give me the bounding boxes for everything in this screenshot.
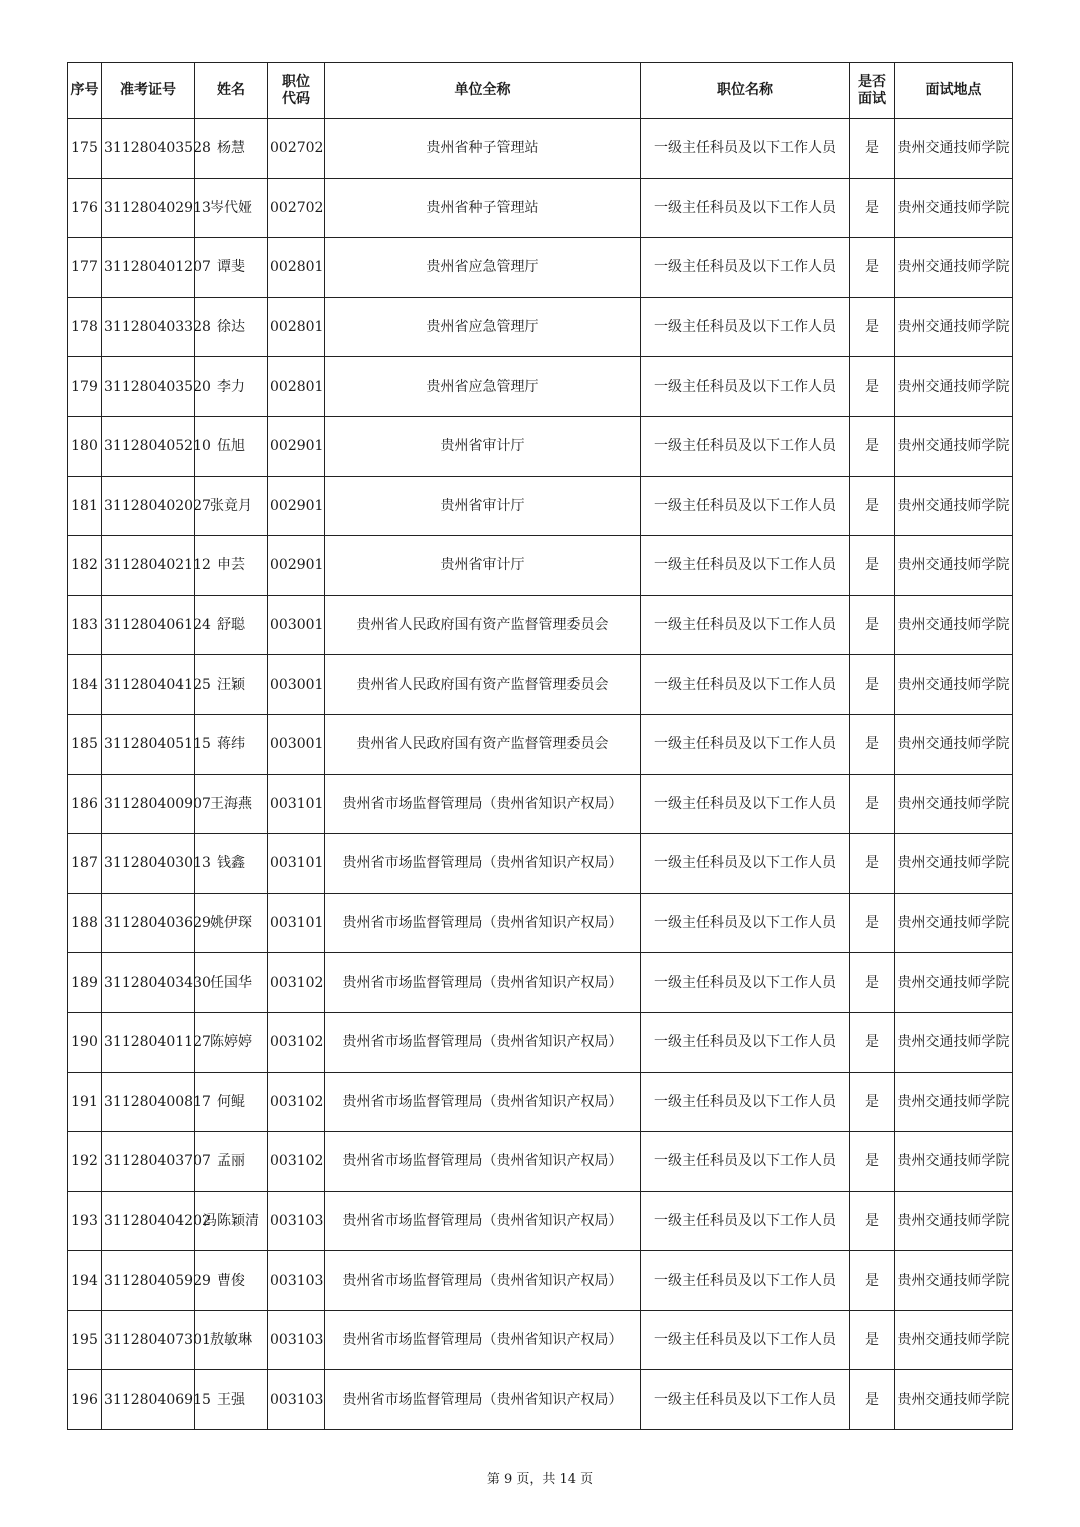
cell-code: 003103 bbox=[268, 1310, 325, 1370]
cell-unit: 贵州省应急管理厅 bbox=[325, 297, 641, 357]
cell-ticket: 311280404125 bbox=[102, 655, 195, 715]
cell-name: 曹俊 bbox=[195, 1251, 268, 1311]
table-row bbox=[68, 536, 1013, 596]
cell-unit: 贵州省市场监督管理局（贵州省知识产权局） bbox=[325, 1012, 641, 1072]
cell-post: 一级主任科员及以下工作人员 bbox=[641, 893, 850, 953]
cell-interview: 是 bbox=[850, 536, 895, 596]
table-row bbox=[68, 1310, 1013, 1370]
cell-seq: 175 bbox=[68, 119, 102, 179]
cell-place: 贵州交通技师学院 bbox=[895, 714, 1013, 774]
cell-place: 贵州交通技师学院 bbox=[895, 1251, 1013, 1311]
cell-place: 贵州交通技师学院 bbox=[895, 238, 1013, 298]
cell-name: 敖敏琳 bbox=[195, 1310, 268, 1370]
cell-code: 002801 bbox=[268, 357, 325, 417]
cell-unit: 贵州省应急管理厅 bbox=[325, 238, 641, 298]
cell-interview: 是 bbox=[850, 893, 895, 953]
cell-ticket: 311280402027 bbox=[102, 476, 195, 536]
cell-name: 张竟月 bbox=[195, 476, 268, 536]
table-header-row bbox=[68, 63, 1013, 119]
cell-ticket: 311280406124 bbox=[102, 595, 195, 655]
cell-ticket: 311280401127 bbox=[102, 1012, 195, 1072]
cell-name: 徐达 bbox=[195, 297, 268, 357]
cell-code: 002901 bbox=[268, 536, 325, 596]
table-row bbox=[68, 1251, 1013, 1311]
interview-roster-table bbox=[67, 62, 1013, 1430]
cell-code: 003001 bbox=[268, 595, 325, 655]
cell-seq: 176 bbox=[68, 178, 102, 238]
cell-post: 一级主任科员及以下工作人员 bbox=[641, 595, 850, 655]
cell-place: 贵州交通技师学院 bbox=[895, 476, 1013, 536]
cell-code: 002801 bbox=[268, 238, 325, 298]
cell-name: 李力 bbox=[195, 357, 268, 417]
cell-unit: 贵州省人民政府国有资产监督管理委员会 bbox=[325, 595, 641, 655]
cell-ticket: 311280405115 bbox=[102, 714, 195, 774]
cell-seq: 178 bbox=[68, 297, 102, 357]
table-row bbox=[68, 357, 1013, 417]
cell-place: 贵州交通技师学院 bbox=[895, 893, 1013, 953]
cell-post: 一级主任科员及以下工作人员 bbox=[641, 536, 850, 596]
cell-ticket: 311280403013 bbox=[102, 834, 195, 894]
cell-post: 一级主任科员及以下工作人员 bbox=[641, 476, 850, 536]
cell-interview: 是 bbox=[850, 953, 895, 1013]
cell-ticket: 311280405210 bbox=[102, 416, 195, 476]
cell-code: 002702 bbox=[268, 119, 325, 179]
table-row bbox=[68, 178, 1013, 238]
cell-place: 贵州交通技师学院 bbox=[895, 297, 1013, 357]
cell-code: 003103 bbox=[268, 1370, 325, 1430]
cell-interview: 是 bbox=[850, 714, 895, 774]
cell-interview: 是 bbox=[850, 238, 895, 298]
table-row bbox=[68, 238, 1013, 298]
cell-place: 贵州交通技师学院 bbox=[895, 774, 1013, 834]
cell-post: 一级主任科员及以下工作人员 bbox=[641, 834, 850, 894]
cell-ticket: 311280402112 bbox=[102, 536, 195, 596]
cell-code: 002702 bbox=[268, 178, 325, 238]
cell-post: 一级主任科员及以下工作人员 bbox=[641, 1132, 850, 1192]
cell-unit: 贵州省人民政府国有资产监督管理委员会 bbox=[325, 655, 641, 715]
cell-place: 贵州交通技师学院 bbox=[895, 1012, 1013, 1072]
table-row bbox=[68, 297, 1013, 357]
cell-seq: 192 bbox=[68, 1132, 102, 1192]
header-interview: 是否 面试 bbox=[850, 63, 895, 119]
cell-post: 一级主任科员及以下工作人员 bbox=[641, 714, 850, 774]
cell-interview: 是 bbox=[850, 1310, 895, 1370]
cell-name: 伍旭 bbox=[195, 416, 268, 476]
cell-name: 姚伊琛 bbox=[195, 893, 268, 953]
cell-post: 一级主任科员及以下工作人员 bbox=[641, 1072, 850, 1132]
cell-seq: 188 bbox=[68, 893, 102, 953]
cell-place: 贵州交通技师学院 bbox=[895, 953, 1013, 1013]
table-body bbox=[68, 119, 1013, 1430]
cell-ticket: 311280403430 bbox=[102, 953, 195, 1013]
cell-place: 贵州交通技师学院 bbox=[895, 357, 1013, 417]
table-row bbox=[68, 416, 1013, 476]
cell-place: 贵州交通技师学院 bbox=[895, 595, 1013, 655]
cell-interview: 是 bbox=[850, 357, 895, 417]
cell-name: 王海燕 bbox=[195, 774, 268, 834]
cell-ticket: 311280403520 bbox=[102, 357, 195, 417]
cell-ticket: 311280405929 bbox=[102, 1251, 195, 1311]
cell-code: 003102 bbox=[268, 1012, 325, 1072]
cell-interview: 是 bbox=[850, 834, 895, 894]
cell-place: 贵州交通技师学院 bbox=[895, 119, 1013, 179]
cell-seq: 195 bbox=[68, 1310, 102, 1370]
cell-post: 一级主任科员及以下工作人员 bbox=[641, 238, 850, 298]
cell-code: 003101 bbox=[268, 834, 325, 894]
cell-seq: 194 bbox=[68, 1251, 102, 1311]
cell-interview: 是 bbox=[850, 297, 895, 357]
cell-post: 一级主任科员及以下工作人员 bbox=[641, 1310, 850, 1370]
cell-unit: 贵州省市场监督管理局（贵州省知识产权局） bbox=[325, 1310, 641, 1370]
cell-code: 003001 bbox=[268, 655, 325, 715]
cell-unit: 贵州省市场监督管理局（贵州省知识产权局） bbox=[325, 1191, 641, 1251]
cell-post: 一级主任科员及以下工作人员 bbox=[641, 357, 850, 417]
cell-place: 贵州交通技师学院 bbox=[895, 536, 1013, 596]
cell-code: 002801 bbox=[268, 297, 325, 357]
cell-place: 贵州交通技师学院 bbox=[895, 834, 1013, 894]
table-row bbox=[68, 834, 1013, 894]
cell-unit: 贵州省种子管理站 bbox=[325, 178, 641, 238]
cell-name: 谭斐 bbox=[195, 238, 268, 298]
cell-interview: 是 bbox=[850, 178, 895, 238]
cell-interview: 是 bbox=[850, 1370, 895, 1430]
cell-seq: 193 bbox=[68, 1191, 102, 1251]
cell-unit: 贵州省应急管理厅 bbox=[325, 357, 641, 417]
header-unit: 单位全称 bbox=[325, 63, 641, 119]
cell-code: 003101 bbox=[268, 893, 325, 953]
cell-unit: 贵州省市场监督管理局（贵州省知识产权局） bbox=[325, 1251, 641, 1311]
cell-seq: 186 bbox=[68, 774, 102, 834]
cell-name: 蒋纬 bbox=[195, 714, 268, 774]
cell-interview: 是 bbox=[850, 476, 895, 536]
table-row bbox=[68, 1012, 1013, 1072]
table-row bbox=[68, 774, 1013, 834]
table-row bbox=[68, 1191, 1013, 1251]
table-row bbox=[68, 714, 1013, 774]
cell-unit: 贵州省种子管理站 bbox=[325, 119, 641, 179]
cell-post: 一级主任科员及以下工作人员 bbox=[641, 1251, 850, 1311]
cell-interview: 是 bbox=[850, 774, 895, 834]
cell-interview: 是 bbox=[850, 1251, 895, 1311]
header-ticket: 准考证号 bbox=[102, 63, 195, 119]
table-row bbox=[68, 953, 1013, 1013]
cell-unit: 贵州省审计厅 bbox=[325, 476, 641, 536]
cell-post: 一级主任科员及以下工作人员 bbox=[641, 953, 850, 1013]
cell-unit: 贵州省市场监督管理局（贵州省知识产权局） bbox=[325, 953, 641, 1013]
cell-interview: 是 bbox=[850, 1132, 895, 1192]
cell-post: 一级主任科员及以下工作人员 bbox=[641, 119, 850, 179]
page-footer: 第 9 页，共 14 页 bbox=[486, 1472, 594, 1487]
cell-place: 贵州交通技师学院 bbox=[895, 655, 1013, 715]
cell-name: 任国华 bbox=[195, 953, 268, 1013]
cell-unit: 贵州省市场监督管理局（贵州省知识产权局） bbox=[325, 1072, 641, 1132]
cell-unit: 贵州省人民政府国有资产监督管理委员会 bbox=[325, 714, 641, 774]
table-row bbox=[68, 119, 1013, 179]
cell-interview: 是 bbox=[850, 1072, 895, 1132]
cell-code: 002901 bbox=[268, 476, 325, 536]
cell-code: 003001 bbox=[268, 714, 325, 774]
table-row bbox=[68, 1132, 1013, 1192]
table-row bbox=[68, 1072, 1013, 1132]
cell-unit: 贵州省市场监督管理局（贵州省知识产权局） bbox=[325, 834, 641, 894]
cell-ticket: 311280403707 bbox=[102, 1132, 195, 1192]
header-name: 姓名 bbox=[195, 63, 268, 119]
header-post: 职位名称 bbox=[641, 63, 850, 119]
cell-post: 一级主任科员及以下工作人员 bbox=[641, 297, 850, 357]
cell-ticket: 311280403328 bbox=[102, 297, 195, 357]
cell-ticket: 311280400907 bbox=[102, 774, 195, 834]
header-seq: 序号 bbox=[68, 63, 102, 119]
cell-name: 王强 bbox=[195, 1370, 268, 1430]
cell-post: 一级主任科员及以下工作人员 bbox=[641, 416, 850, 476]
cell-seq: 179 bbox=[68, 357, 102, 417]
cell-seq: 181 bbox=[68, 476, 102, 536]
cell-name: 冯陈颖清 bbox=[195, 1191, 268, 1251]
cell-interview: 是 bbox=[850, 119, 895, 179]
cell-code: 003102 bbox=[268, 1132, 325, 1192]
cell-ticket: 311280401207 bbox=[102, 238, 195, 298]
cell-interview: 是 bbox=[850, 595, 895, 655]
cell-ticket: 311280406915 bbox=[102, 1370, 195, 1430]
cell-seq: 190 bbox=[68, 1012, 102, 1072]
cell-place: 贵州交通技师学院 bbox=[895, 416, 1013, 476]
cell-ticket: 311280407301 bbox=[102, 1310, 195, 1370]
cell-unit: 贵州省市场监督管理局（贵州省知识产权局） bbox=[325, 774, 641, 834]
cell-place: 贵州交通技师学院 bbox=[895, 1191, 1013, 1251]
table-row bbox=[68, 893, 1013, 953]
table-row bbox=[68, 1370, 1013, 1430]
cell-seq: 196 bbox=[68, 1370, 102, 1430]
cell-name: 何鲲 bbox=[195, 1072, 268, 1132]
cell-code: 003102 bbox=[268, 953, 325, 1013]
cell-seq: 189 bbox=[68, 953, 102, 1013]
cell-name: 汪颖 bbox=[195, 655, 268, 715]
cell-interview: 是 bbox=[850, 416, 895, 476]
cell-seq: 177 bbox=[68, 238, 102, 298]
header-code: 职位 代码 bbox=[268, 63, 325, 119]
cell-post: 一级主任科员及以下工作人员 bbox=[641, 1012, 850, 1072]
cell-seq: 184 bbox=[68, 655, 102, 715]
cell-seq: 191 bbox=[68, 1072, 102, 1132]
cell-seq: 180 bbox=[68, 416, 102, 476]
cell-post: 一级主任科员及以下工作人员 bbox=[641, 1370, 850, 1430]
cell-seq: 187 bbox=[68, 834, 102, 894]
table-row bbox=[68, 655, 1013, 715]
cell-name: 孟丽 bbox=[195, 1132, 268, 1192]
cell-interview: 是 bbox=[850, 1191, 895, 1251]
cell-post: 一级主任科员及以下工作人员 bbox=[641, 774, 850, 834]
cell-seq: 182 bbox=[68, 536, 102, 596]
cell-place: 贵州交通技师学院 bbox=[895, 1310, 1013, 1370]
cell-seq: 183 bbox=[68, 595, 102, 655]
cell-unit: 贵州省审计厅 bbox=[325, 416, 641, 476]
cell-ticket: 311280404202 bbox=[102, 1191, 195, 1251]
cell-ticket: 311280400817 bbox=[102, 1072, 195, 1132]
cell-interview: 是 bbox=[850, 1012, 895, 1072]
cell-unit: 贵州省市场监督管理局（贵州省知识产权局） bbox=[325, 1370, 641, 1430]
cell-name: 钱鑫 bbox=[195, 834, 268, 894]
cell-seq: 185 bbox=[68, 714, 102, 774]
cell-name: 杨慧 bbox=[195, 119, 268, 179]
cell-name: 舒聪 bbox=[195, 595, 268, 655]
cell-interview: 是 bbox=[850, 655, 895, 715]
cell-post: 一级主任科员及以下工作人员 bbox=[641, 1191, 850, 1251]
cell-ticket: 311280402913 bbox=[102, 178, 195, 238]
cell-code: 003101 bbox=[268, 774, 325, 834]
cell-place: 贵州交通技师学院 bbox=[895, 1370, 1013, 1430]
cell-name: 陈婷婷 bbox=[195, 1012, 268, 1072]
cell-name: 岑代娅 bbox=[195, 178, 268, 238]
cell-place: 贵州交通技师学院 bbox=[895, 178, 1013, 238]
cell-code: 003103 bbox=[268, 1191, 325, 1251]
cell-place: 贵州交通技师学院 bbox=[895, 1072, 1013, 1132]
cell-name: 申芸 bbox=[195, 536, 268, 596]
cell-post: 一级主任科员及以下工作人员 bbox=[641, 178, 850, 238]
table-row bbox=[68, 476, 1013, 536]
cell-code: 003102 bbox=[268, 1072, 325, 1132]
cell-ticket: 311280403528 bbox=[102, 119, 195, 179]
cell-unit: 贵州省市场监督管理局（贵州省知识产权局） bbox=[325, 1132, 641, 1192]
cell-unit: 贵州省审计厅 bbox=[325, 536, 641, 596]
header-place: 面试地点 bbox=[895, 63, 1013, 119]
table-row bbox=[68, 595, 1013, 655]
cell-unit: 贵州省市场监督管理局（贵州省知识产权局） bbox=[325, 893, 641, 953]
cell-post: 一级主任科员及以下工作人员 bbox=[641, 655, 850, 715]
cell-ticket: 311280403629 bbox=[102, 893, 195, 953]
cell-code: 003103 bbox=[268, 1251, 325, 1311]
cell-place: 贵州交通技师学院 bbox=[895, 1132, 1013, 1192]
cell-code: 002901 bbox=[268, 416, 325, 476]
